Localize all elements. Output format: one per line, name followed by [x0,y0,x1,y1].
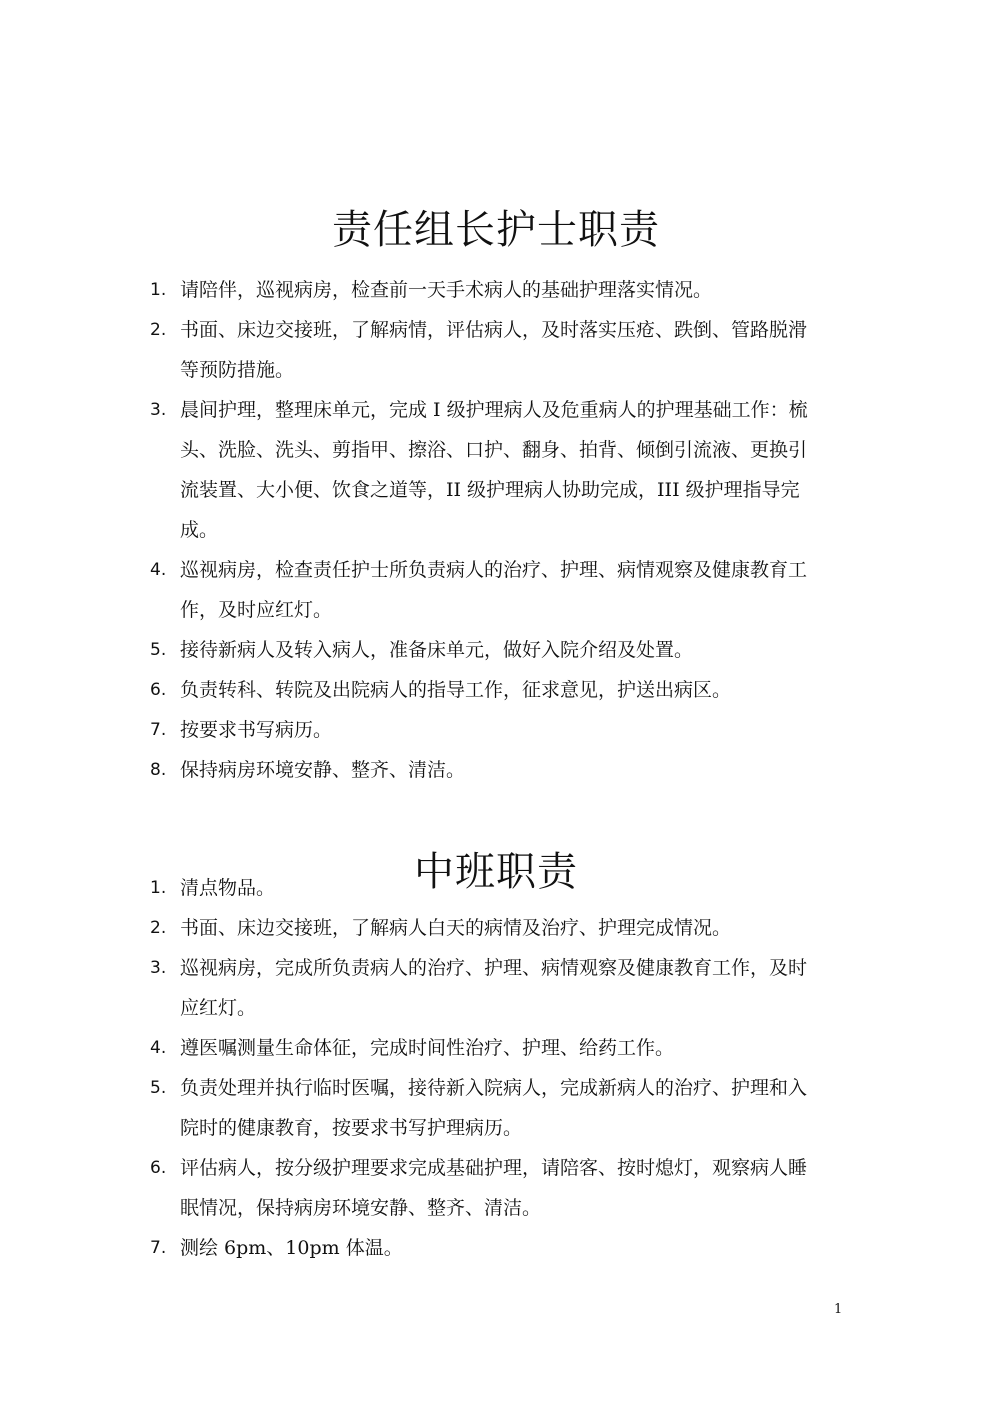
item-number: 1. [150,280,167,300]
list-item [150,908,850,948]
page-number: 1 [834,1302,843,1317]
responsibility-list [150,270,850,790]
item-number: 4. [150,1038,167,1058]
item-text-line: 成。 [180,519,219,541]
item-text-line: 巡视病房，检查责任护士所负责病人的治疗、护理、病情观察及健康教育工 [180,559,808,581]
item-text-line: 院时的健康教育，按要求书写护理病历。 [180,1117,523,1139]
list-item [150,868,850,908]
list-item [150,1148,850,1228]
list-item [150,670,850,710]
item-number: 2. [150,918,167,938]
item-number: 1. [150,878,167,898]
item-text-line: 巡视病房，完成所负责病人的治疗、护理、病情观察及健康教育工作，及时 [180,957,808,979]
item-number: 5. [150,1078,167,1098]
item-text-line: 晨间护理，整理床单元，完成 I 级护理病人及危重病人的护理基础工作：梳 [180,399,808,421]
middle-shift-list [150,868,850,1268]
item-text-line: 评估病人，按分级护理要求完成基础护理，请陪客、按时熄灯，观察病人睡 [180,1157,808,1179]
list-item [150,550,850,630]
item-text-line: 书面、床边交接班，了解病人白天的病情及治疗、护理完成情况。 [180,917,732,939]
item-number: 7. [150,720,167,740]
item-text-line: 应红灯。 [180,997,257,1019]
item-text-line: 接待新病人及转入病人，准备床单元，做好入院介绍及处置。 [180,639,694,661]
list-item [150,710,850,750]
item-number: 2. [150,320,167,340]
list-item [150,1028,850,1068]
item-number: 6. [150,1158,167,1178]
item-number: 3. [150,400,167,420]
item-text-line: 保持病房环境安静、整齐、清洁。 [180,759,466,781]
item-text-line: 流装置、大小便、饮食之道等，II 级护理病人协助完成，III 级护理指导完 [180,479,800,501]
item-text-line: 负责转科、转院及出院病人的指导工作，征求意见，护送出病区。 [180,679,732,701]
item-text-line: 眠情况，保持病房环境安静、整齐、清洁。 [180,1197,542,1219]
list-item [150,948,850,1028]
item-number: 8. [150,760,167,780]
item-text-line: 测绘 6pm、10pm 体温。 [180,1237,403,1259]
list-item [150,270,850,310]
list-item [150,750,850,790]
item-text-line: 清点物品。 [180,877,276,899]
item-number: 7. [150,1238,167,1258]
section-title-middle-shift: 中班职责 [414,848,578,895]
item-text-line: 书面、床边交接班，了解病情，评估病人，及时落实压疮、跌倒、管路脱滑 [180,319,808,341]
item-text-line: 遵医嘱测量生命体征，完成时间性治疗、护理、给药工作。 [180,1037,675,1059]
item-text-line: 作，及时应红灯。 [180,599,333,621]
item-text-line: 等预防措施。 [180,359,295,381]
section-title-responsibility-leader: 责任组长护士职责 [332,206,660,253]
list-item [150,630,850,670]
item-number: 4. [150,560,167,580]
item-number: 3. [150,958,167,978]
list-item [150,1228,850,1268]
item-text-line: 按要求书写病历。 [180,719,333,741]
item-text-line: 负责处理并执行临时医嘱，接待新入院病人，完成新病人的治疗、护理和入 [180,1077,808,1099]
list-item [150,1068,850,1148]
list-item [150,310,850,390]
list-item [150,390,850,550]
item-number: 6. [150,680,167,700]
item-number: 5. [150,640,167,660]
item-text-line: 请陪伴，巡视病房，检查前一天手术病人的基础护理落实情况。 [180,279,713,301]
item-text-line: 头、洗脸、洗头、剪指甲、擦浴、口护、翻身、拍背、倾倒引流液、更换引 [180,439,808,461]
